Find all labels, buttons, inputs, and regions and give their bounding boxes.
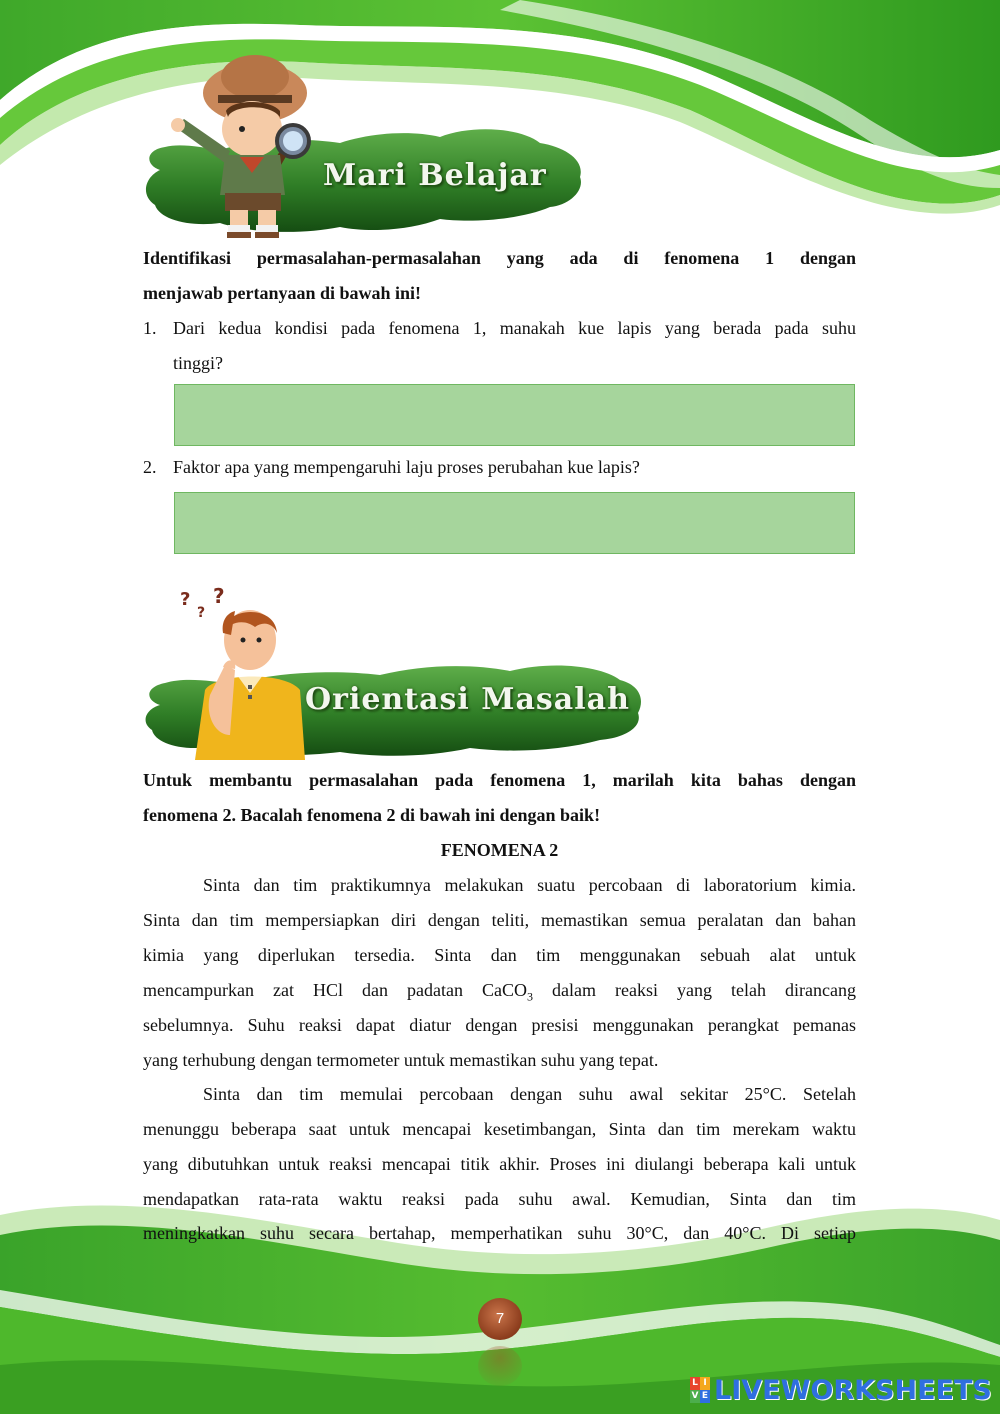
page-number-badge: 7: [478, 1298, 522, 1340]
question1-line1: Dari kedua kondisi pada fenomena 1, manakah kue lapis yang berada pada suhu: [173, 318, 856, 338]
question2-line1: Faktor apa yang mempengaruhi laju proses perubahan kue lapis?: [173, 457, 640, 477]
section1-intro-line1: Identifikasi permasalahan-permasalahan yang ada di fenomena 1 dengan: [143, 248, 856, 268]
p2-line1: Sinta dan tim memulai percobaan dengan suhu awal sekitar 25°C. Setelah: [203, 1084, 856, 1104]
p1-line5: sebelumnya. Suhu reaksi dapat diatur dengan presisi menggunakan perangkat pemanas: [143, 1015, 856, 1035]
mari-belajar-banner: [140, 55, 585, 240]
section1-intro-line2: menjawab pertanyaan di bawah ini!: [143, 283, 422, 303]
thinking-man-illustration: [175, 585, 335, 760]
p2-line3: yang dibutuhkan untuk reaksi mencapai titik akhir. Proses ini diulangi beberapa kali untuk: [143, 1154, 856, 1174]
question2-number: 2.: [143, 457, 157, 477]
p1-line6: yang terhubung dengan termometer untuk memastikan suhu yang tepat.: [143, 1050, 659, 1070]
svg-text:?: ?: [213, 585, 225, 608]
mari-belajar-title: Mari Belajar: [323, 158, 547, 193]
p1-line4: mencampurkan zat HCl dan padatan CaCO$_3$ dalam reaksi yang telah dirancang: [143, 980, 856, 1004]
question2-answer-box[interactable]: [174, 492, 855, 554]
section2-intro-line2: fenomena 2. Bacalah fenomena 2 di bawah ini dengan baik!: [143, 805, 601, 825]
svg-text:?: ?: [180, 589, 191, 610]
section2-intro-line1: Untuk membantu permasalahan pada fenomena 1, marilah kita bahas dengan: [143, 770, 856, 790]
orientasi-masalah-banner: [140, 585, 645, 760]
p2-line2: menunggu beberapa saat untuk mencapai kesetimbangan, Sinta dan tim merekam waktu: [143, 1119, 856, 1139]
liveworksheets-logo[interactable]: [690, 1374, 992, 1406]
question1-answer-box[interactable]: [174, 384, 855, 446]
question1-number: 1.: [143, 318, 157, 338]
svg-text:?: ?: [197, 605, 206, 621]
explorer-boy-illustration: [170, 55, 340, 240]
question1-line2: tinggi?: [173, 353, 223, 373]
liveworksheets-badge-icon: L I V E: [691, 1378, 709, 1401]
p2-line5: meningkatkan suhu secara bertahap, memperhatikan suhu 30°C, dan 40°C. Di setiap: [143, 1223, 856, 1243]
p1-line2: Sinta dan tim mempersiapkan diri dengan teliti, memastikan semua peralatan dan bahan: [143, 910, 856, 930]
orientasi-masalah-title: Orientasi Masalah: [305, 682, 630, 717]
p1-line3: kimia yang diperlukan tersedia. Sinta dan tim menggunakan sebuah alat untuk: [143, 945, 856, 965]
p2-line4: mendapatkan rata-rata waktu reaksi pada suhu awal. Kemudian, Sinta dan tim: [143, 1189, 856, 1209]
fenomena-2-title: FENOMENA 2: [440, 840, 559, 860]
p1-line1: Sinta dan tim praktikumnya melakukan suatu percobaan di laboratorium kimia.: [203, 875, 856, 895]
liveworksheets-brand: LIVEWORKSHEETS: [714, 1374, 992, 1406]
page-number-reflection: [478, 1346, 522, 1386]
